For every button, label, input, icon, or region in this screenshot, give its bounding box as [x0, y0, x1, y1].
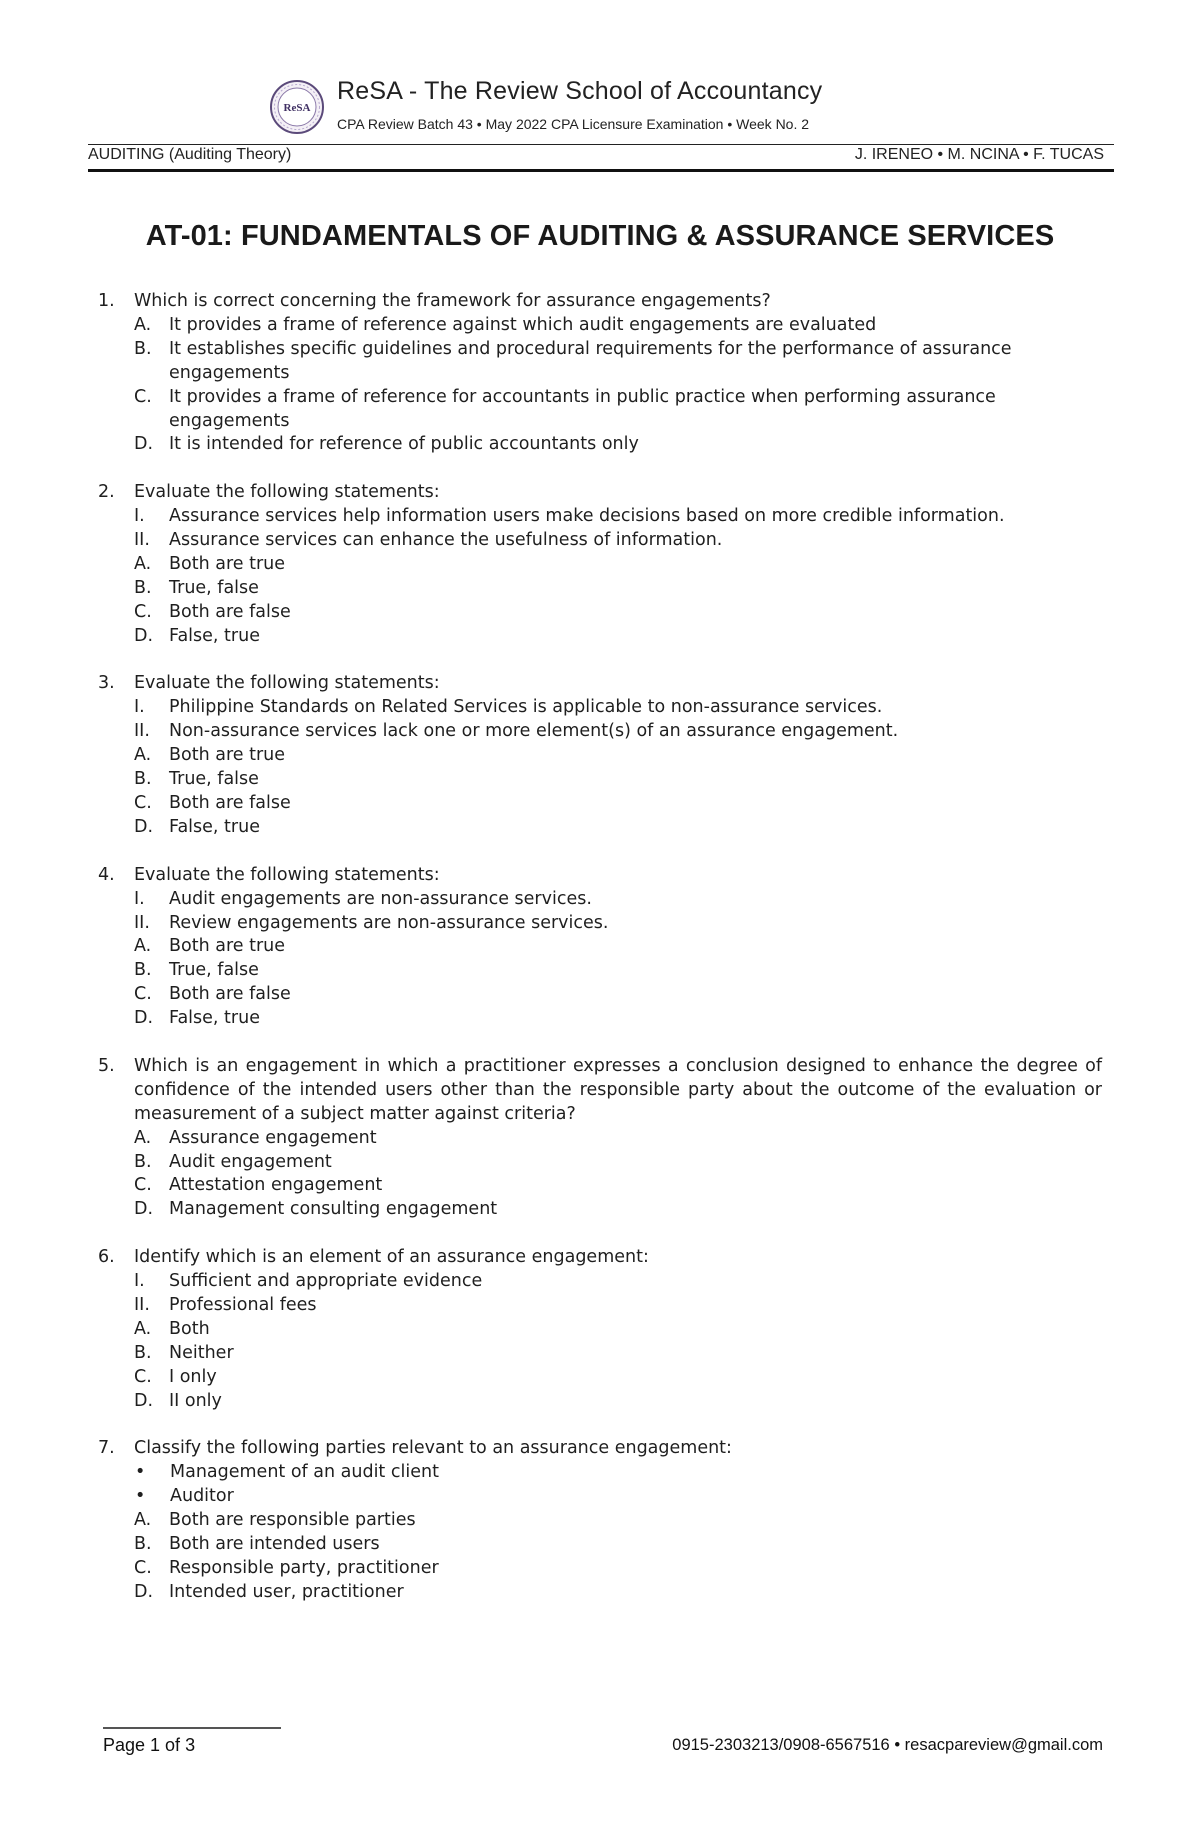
question-number: 1. — [98, 291, 115, 311]
option-label: D. — [134, 816, 154, 837]
answer-option — [134, 1127, 1102, 1151]
option-text: It is intended for reference of public accountants only — [169, 434, 639, 455]
option-list — [98, 1270, 1102, 1413]
statement-label: I. — [134, 506, 145, 527]
statement-item — [134, 1270, 1102, 1294]
option-list — [98, 505, 1102, 648]
question-text: Evaluate the following statements: — [134, 864, 440, 885]
option-label: D. — [134, 625, 154, 646]
question-item — [98, 1437, 1102, 1604]
option-label: A. — [134, 1318, 152, 1339]
option-text: False, true — [169, 1008, 260, 1029]
option-label: D. — [134, 434, 154, 455]
answer-option — [134, 1318, 1102, 1342]
statement-text: Audit engagements are non-assurance services. — [169, 888, 592, 909]
option-label: A. — [134, 1510, 152, 1531]
question-item — [98, 672, 1102, 839]
statement-text: Assurance services can enhance the usefulness of information. — [169, 530, 723, 551]
question-number: 5. — [98, 1055, 115, 1076]
option-text: Responsible party, practitioner — [169, 1557, 439, 1578]
statement-label: II. — [134, 912, 150, 933]
option-text: Attestation engagement — [169, 1175, 383, 1196]
document-header — [88, 74, 1114, 178]
option-text: False, true — [169, 625, 260, 646]
question-stem — [98, 1246, 1102, 1270]
option-label: C. — [134, 386, 152, 407]
option-text: True, false — [169, 960, 259, 981]
option-list — [98, 314, 1102, 457]
statement-item — [134, 1461, 1102, 1485]
answer-option — [134, 1390, 1102, 1414]
answer-option — [134, 1533, 1102, 1557]
header-rule-top — [88, 144, 1114, 145]
option-label: C. — [134, 984, 152, 1005]
answer-option — [134, 959, 1102, 983]
answer-option — [134, 1581, 1102, 1605]
question-text: Which is correct concerning the framework for assurance engagements? — [134, 291, 771, 311]
bullet-icon: • — [135, 1462, 146, 1483]
option-text: I only — [169, 1366, 217, 1387]
question-text: Classify the following parties relevant to an assurance engagement: — [134, 1438, 732, 1459]
answer-option — [134, 768, 1102, 792]
option-text: True, false — [169, 769, 259, 790]
option-text: True, false — [169, 577, 259, 598]
option-text: Neither — [169, 1342, 234, 1363]
bullet-icon: • — [135, 1486, 146, 1507]
statement-text: Review engagements are non-assurance services. — [169, 912, 609, 933]
option-label: B. — [134, 1534, 152, 1555]
answer-option — [134, 577, 1102, 601]
statement-item — [134, 720, 1102, 744]
answer-option — [134, 816, 1102, 840]
question-text: Which is an engagement in which a practitioner expresses a conclusion designed to enhance the degree of confidence of the intended users other than the responsible party about the outcome of the evaluation or measurement of a subject matter against criteria? — [134, 1055, 1102, 1124]
answer-option — [134, 983, 1102, 1007]
statement-item — [134, 529, 1102, 553]
option-text: Both are responsible parties — [169, 1510, 416, 1531]
option-label: A. — [134, 936, 152, 957]
answer-option — [134, 935, 1102, 959]
question-number: 4. — [98, 864, 115, 885]
option-text: Audit engagement — [169, 1151, 332, 1172]
option-label: B. — [134, 577, 152, 598]
question-number: 2. — [98, 482, 115, 503]
option-label: B. — [134, 1342, 152, 1363]
option-text: Both are false — [169, 601, 291, 622]
option-label: A. — [134, 553, 152, 574]
document-title: AT-01: FUNDAMENTALS OF AUDITING & ASSURANCE SERVICES — [145, 220, 1055, 252]
answer-option — [134, 625, 1102, 649]
question-stem — [98, 1055, 1102, 1127]
option-text: Both — [169, 1318, 210, 1339]
subject-label: AUDITING (Auditing Theory) — [88, 146, 292, 163]
question-number: 3. — [98, 673, 115, 694]
option-label: D. — [134, 1390, 154, 1411]
question-number: 6. — [98, 1247, 115, 1268]
option-label: A. — [134, 1127, 152, 1148]
brand-title: ReSA - The Review School of Accountancy — [337, 77, 823, 105]
option-label: C. — [134, 1557, 152, 1578]
option-label: C. — [134, 601, 152, 622]
option-text: Both are true — [169, 745, 286, 766]
statement-item — [134, 888, 1102, 912]
option-label: D. — [134, 1199, 154, 1220]
option-label: B. — [134, 960, 152, 981]
answer-option — [134, 601, 1102, 625]
question-stem — [98, 672, 1102, 696]
question-item — [98, 290, 1102, 457]
answer-option — [134, 338, 1102, 386]
question-number: 7. — [98, 1438, 115, 1459]
statement-item — [134, 1485, 1102, 1509]
answer-option — [134, 1007, 1102, 1031]
option-label: C. — [134, 1175, 152, 1196]
option-label: C. — [134, 793, 152, 813]
question-stem — [98, 864, 1102, 888]
answer-option — [134, 792, 1102, 816]
answer-option — [134, 1366, 1102, 1390]
statement-text: Non-assurance services lack one or more element(s) of an assurance engagement. — [169, 721, 899, 742]
question-stem — [98, 290, 1102, 314]
option-text: Both are true — [169, 553, 286, 574]
option-text: Intended user, practitioner — [169, 1581, 404, 1602]
option-list — [98, 888, 1102, 1031]
question-stem — [98, 481, 1102, 505]
option-label: C. — [134, 1366, 152, 1387]
question-item — [98, 1246, 1102, 1413]
option-text: Both are intended users — [169, 1534, 380, 1555]
option-list — [98, 696, 1102, 839]
answer-option — [134, 314, 1102, 338]
resa-logo — [269, 79, 325, 135]
question-item — [98, 864, 1102, 1031]
question-text: Evaluate the following statements: — [134, 482, 440, 503]
option-label: D. — [134, 1008, 154, 1029]
statement-text: Assurance services help information users make decisions based on more credible information. — [169, 506, 1005, 527]
option-text: Both are false — [169, 793, 291, 813]
question-item — [98, 1055, 1102, 1222]
option-text: Management consulting engagement — [169, 1199, 498, 1220]
option-text: Both are false — [169, 984, 291, 1005]
answer-option — [134, 433, 1102, 457]
answer-option — [134, 1342, 1102, 1366]
statement-text: Auditor — [170, 1486, 234, 1507]
question-text: Identify which is an element of an assurance engagement: — [134, 1247, 649, 1268]
answer-option — [134, 1198, 1102, 1222]
answer-option — [134, 1509, 1102, 1533]
logo-text: ReSA — [283, 102, 311, 114]
statement-text: Professional fees — [169, 1294, 317, 1315]
option-label: D. — [134, 1581, 154, 1602]
brand-subtitle: CPA Review Batch 43 • May 2022 CPA Licensure Examination • Week No. 2 — [337, 116, 810, 132]
question-text: Evaluate the following statements: — [134, 673, 440, 694]
statement-label: II. — [134, 1294, 150, 1315]
statement-item — [134, 696, 1102, 720]
option-label: A. — [134, 745, 152, 766]
option-label: A. — [134, 314, 152, 335]
statement-label: I. — [134, 697, 145, 718]
answer-option — [134, 1557, 1102, 1581]
page-number: Page 1 of 3 — [103, 1735, 196, 1755]
question-item — [98, 481, 1102, 648]
option-label: B. — [134, 769, 152, 790]
question-list — [98, 290, 1102, 1629]
statement-text: Philippine Standards on Related Services is applicable to non-assurance services. — [169, 697, 883, 718]
statement-label: II. — [134, 721, 150, 742]
option-text: It provides a frame of reference for accountants in public practice when performing assurance engagements — [169, 386, 996, 431]
statement-label: I. — [134, 888, 145, 909]
statement-item — [134, 912, 1102, 936]
answer-option — [134, 1174, 1102, 1198]
statement-item — [134, 1294, 1102, 1318]
instructors-label: J. IRENEO • M. NCINA • F. TUCAS — [854, 146, 1104, 163]
statement-label: I. — [134, 1271, 145, 1292]
answer-option — [134, 1151, 1102, 1175]
answer-option — [134, 386, 1102, 434]
answer-option — [134, 744, 1102, 768]
contact-info: 0915-2303213/0908-6567516 • resacpareview@gmail.com — [672, 1736, 1103, 1754]
statement-label: II. — [134, 530, 150, 551]
option-label: B. — [134, 338, 152, 359]
option-text: II only — [169, 1390, 222, 1411]
statement-text: Sufficient and appropriate evidence — [169, 1271, 483, 1292]
option-text: Assurance engagement — [169, 1127, 377, 1148]
option-text: It establishes specific guidelines and procedural requirements for the performance of assurance engagements — [169, 338, 1012, 383]
option-text: False, true — [169, 816, 260, 837]
option-list — [98, 1127, 1102, 1223]
question-stem — [98, 1437, 1102, 1461]
option-text: Both are true — [169, 936, 286, 957]
answer-option — [134, 553, 1102, 577]
header-rule-bottom — [88, 169, 1114, 172]
option-label: B. — [134, 1151, 152, 1172]
statement-item — [134, 505, 1102, 529]
option-list — [98, 1461, 1102, 1604]
footer-rule — [103, 1727, 281, 1729]
option-text: It provides a frame of reference against which audit engagements are evaluated — [169, 314, 877, 335]
statement-text: Management of an audit client — [170, 1462, 439, 1483]
